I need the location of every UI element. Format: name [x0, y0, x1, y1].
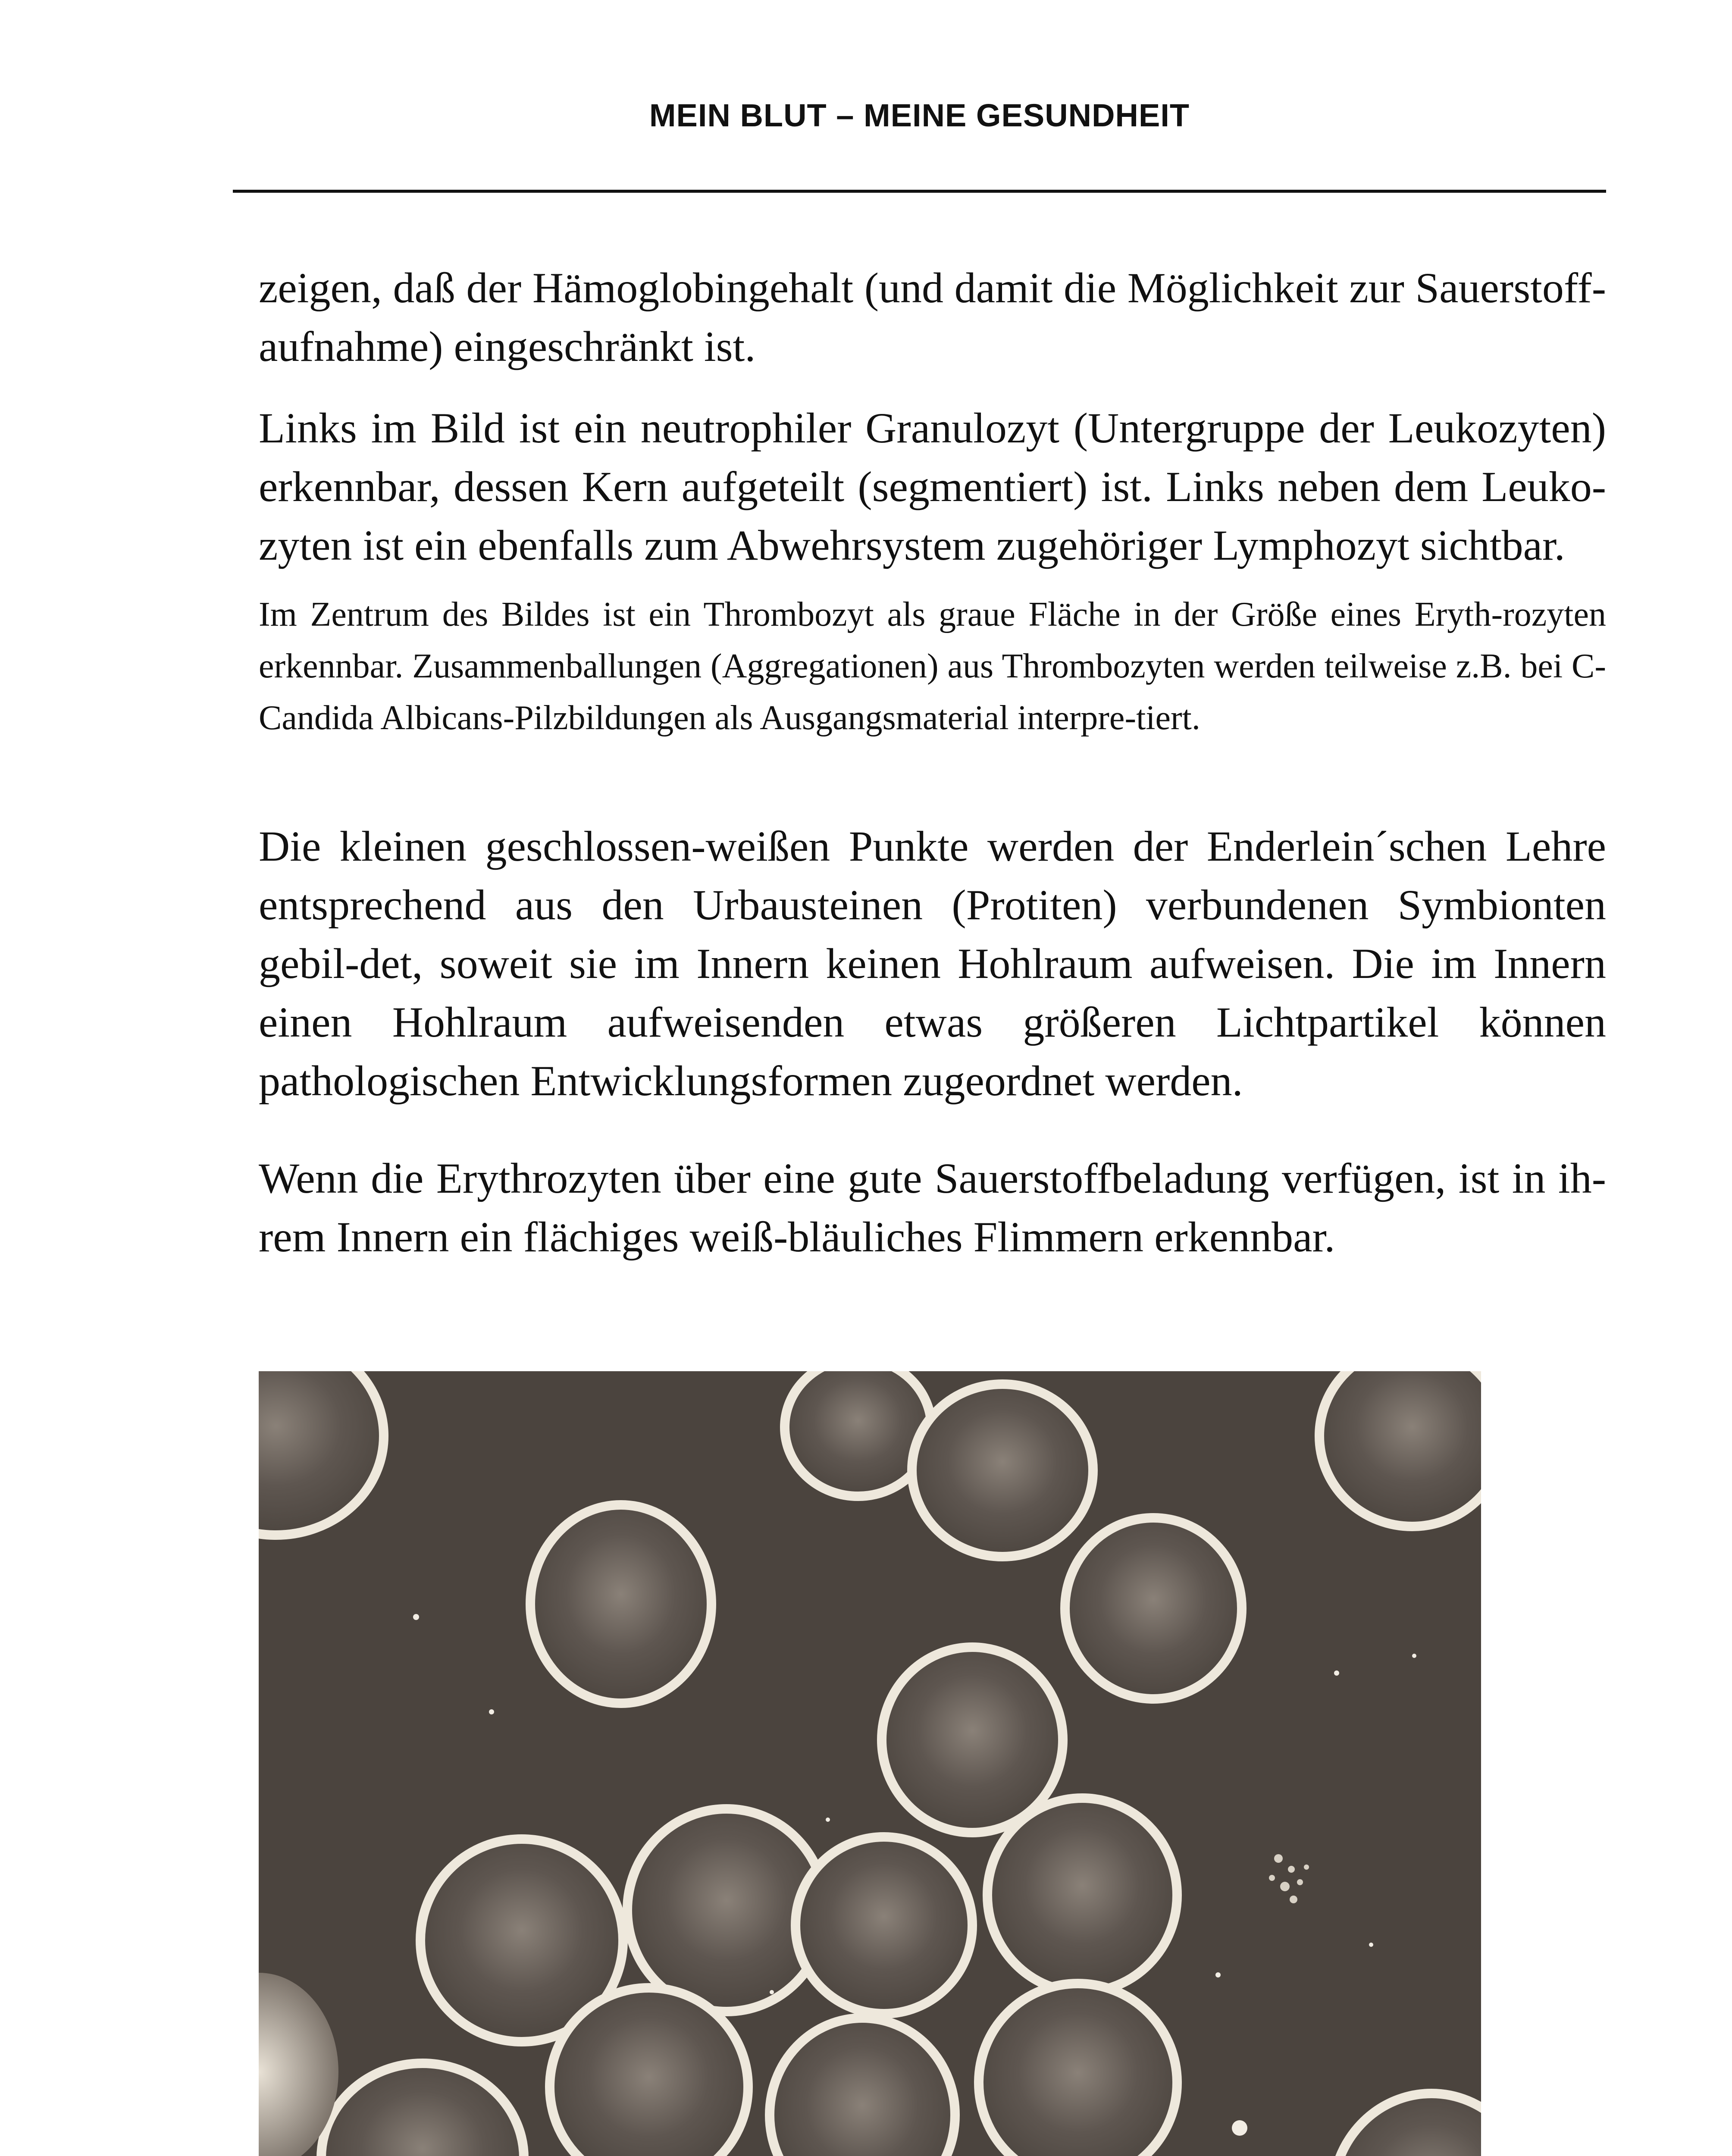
erythrocyte — [882, 1647, 1063, 1833]
erythrocyte — [912, 1384, 1093, 1557]
erythrocyte — [530, 1505, 711, 1703]
page-header: MEIN BLUT – MEINE GESUNDHEIT — [649, 97, 1190, 133]
paragraph-2: Links im Bild ist ein neutrophiler Granulozyt (Untergruppe der Leukozyten) erkennbar, dessen Kern aufgeteilt (segmentiert) ist. Links neben dem Leuko-zyten ist ein ebenfalls zum Abwehrsystem zugehöriger Lymphozyt sichtbar. — [259, 404, 1606, 569]
header-rule — [233, 190, 1606, 193]
paragraph-3: Im Zentrum des Bildes ist ein Thrombozyt als graue Fläche in der Größe eines Eryth-rozyten erkennbar. Zusammenballungen (Aggregationen) aus Thrombozyten werden teilweise z.B. bei C-Candida Albicans-Pilzbildungen als Ausgangsmaterial interpre-tiert. — [259, 595, 1606, 737]
darkfield-blood-micrograph — [259, 1371, 1481, 2156]
erythrocyte — [1319, 1371, 1481, 1526]
erythrocyte — [979, 1984, 1177, 2156]
paragraph-4: Die kleinen geschlossen-weißen Punkte werden der Enderlein´schen Lehre entsprechend aus den Urbausteinen (Protiten) verbundenen Symbionten gebil-det, soweit sie im Innern keinen Hohlraum aufweisen. Die im Innern einen Hohlraum aufweisenden etwas größeren Lichtpartikel können pathologischen Entwicklungsformen zugeordnet werden. — [259, 822, 1606, 1105]
erythrocyte — [796, 1837, 972, 2014]
paragraph-1: zeigen, daß der Hämoglobingehalt (und damit die Möglichkeit zur Sauerstoff-aufnahme) eingeschränkt ist. — [259, 264, 1606, 370]
erythrocyte — [550, 1988, 748, 2156]
erythrocyte — [987, 1798, 1177, 1992]
micrograph-svg — [259, 1371, 1481, 2156]
paragraph-5: Wenn die Erythrozyten über eine gute Sauerstoffbeladung verfügen, ist in ih-rem Innern ein flächiges weiß-bläuliches Flimmern erkennbar. — [259, 1154, 1606, 1261]
erythrocyte — [1065, 1518, 1242, 1699]
